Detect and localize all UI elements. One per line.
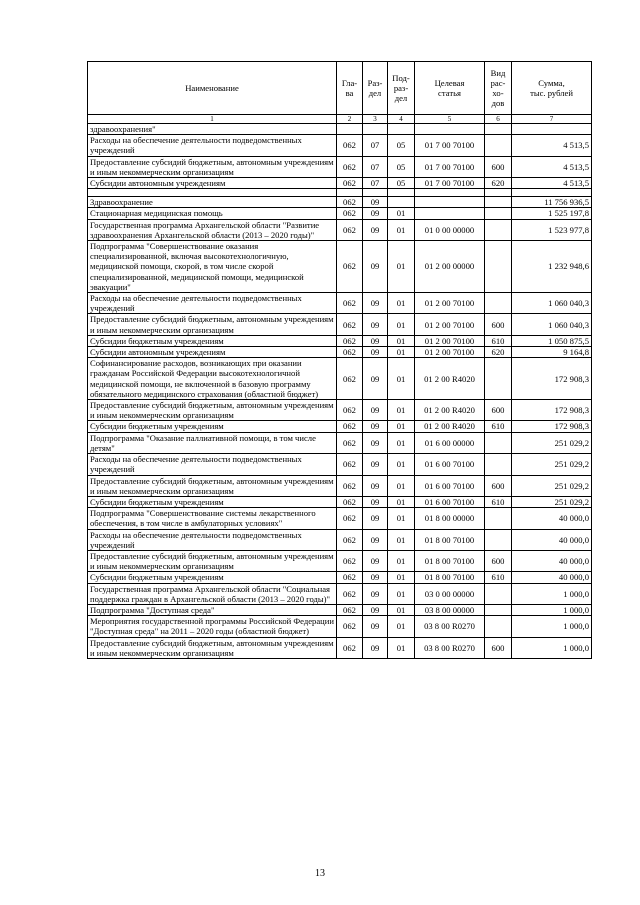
row-expense-type: [485, 432, 512, 453]
empty-cell: [512, 189, 592, 197]
row-expense-type: [485, 616, 512, 637]
row-expense-type: [485, 529, 512, 550]
col-subsection-header: Под- раз- дел: [388, 62, 415, 115]
row-expense-type: [485, 508, 512, 529]
row-name: Подпрограмма "Оказание паллиативной помощи, в том числе детям": [88, 432, 337, 453]
row-chapter: 062: [337, 135, 363, 156]
row-subsection: 01: [388, 347, 415, 358]
row-expense-type: [485, 454, 512, 475]
table-body: [88, 124, 592, 659]
row-sum: 251 029,2: [512, 454, 592, 475]
row-subsection: 01: [388, 496, 415, 507]
row-target-article: 01 6 00 00000: [415, 432, 485, 453]
row-sum: 40 000,0: [512, 550, 592, 571]
row-section: 09: [363, 496, 388, 507]
row-name: Субсидии бюджетным учреждениям: [88, 335, 337, 346]
row-expense-type: 610: [485, 335, 512, 346]
row-subsection: [388, 124, 415, 135]
row-chapter: 062: [337, 583, 363, 604]
row-section: 07: [363, 178, 388, 189]
row-chapter: 062: [337, 358, 363, 400]
row-section: 09: [363, 293, 388, 314]
row-target-article: 03 0 00 00000: [415, 583, 485, 604]
column-number: 5: [415, 115, 485, 124]
row-sum: 1 060 040,3: [512, 293, 592, 314]
row-target-article: 03 8 00 R0270: [415, 616, 485, 637]
row-sum: 40 000,0: [512, 508, 592, 529]
row-subsection: 01: [388, 475, 415, 496]
table-row: [88, 572, 592, 583]
row-target-article: [415, 124, 485, 135]
row-chapter: 062: [337, 178, 363, 189]
row-subsection: 01: [388, 529, 415, 550]
table-row: [88, 314, 592, 335]
row-target-article: 01 2 00 70100: [415, 335, 485, 346]
row-section: 07: [363, 156, 388, 177]
row-name: Предоставление субсидий бюджетным, автономным учреждениям и иным некоммерческим организациям: [88, 550, 337, 571]
row-subsection: 01: [388, 335, 415, 346]
row-expense-type: 600: [485, 314, 512, 335]
row-chapter: 062: [337, 454, 363, 475]
row-subsection: 01: [388, 293, 415, 314]
empty-cell: [415, 189, 485, 197]
row-chapter: 062: [337, 616, 363, 637]
row-target-article: 01 7 00 70100: [415, 178, 485, 189]
row-expense-type: [485, 124, 512, 135]
row-chapter: 062: [337, 529, 363, 550]
row-section: 07: [363, 135, 388, 156]
row-target-article: 01 2 00 R4020: [415, 358, 485, 400]
column-number-row: [88, 115, 592, 124]
budget-table: [87, 61, 592, 659]
row-sum: 1 060 040,3: [512, 314, 592, 335]
table-row: [88, 529, 592, 550]
row-section: 09: [363, 529, 388, 550]
row-section: 09: [363, 572, 388, 583]
table-row: [88, 508, 592, 529]
table-row: [88, 347, 592, 358]
row-section: 09: [363, 208, 388, 219]
table-row: [88, 400, 592, 421]
row-name: здравоохранения": [88, 124, 337, 135]
row-name: Расходы на обеспечение деятельности подведомственных учреждений: [88, 454, 337, 475]
row-chapter: 062: [337, 219, 363, 240]
table-row: [88, 135, 592, 156]
row-expense-type: 620: [485, 347, 512, 358]
row-name: Субсидии бюджетным учреждениям: [88, 421, 337, 432]
row-chapter: 062: [337, 604, 363, 615]
row-section: 09: [363, 508, 388, 529]
table-row: [88, 178, 592, 189]
row-target-article: [415, 197, 485, 208]
table-row: [88, 219, 592, 240]
row-name: Государственная программа Архангельской области "Развитие здравоохранения Архангельской области (2013 – 2020 годы)": [88, 219, 337, 240]
col-section-header: Раз- дел: [363, 62, 388, 115]
row-subsection: 01: [388, 432, 415, 453]
row-subsection: 01: [388, 208, 415, 219]
col-sum-header: Сумма, тыс. рублей: [512, 62, 592, 115]
row-target-article: 01 8 00 70100: [415, 572, 485, 583]
row-expense-type: [485, 241, 512, 293]
row-name: Расходы на обеспечение деятельности подведомственных учреждений: [88, 529, 337, 550]
row-name: Субсидии бюджетным учреждениям: [88, 496, 337, 507]
table-row: [88, 550, 592, 571]
row-chapter: 062: [337, 208, 363, 219]
col-chapter-header: Гла- ва: [337, 62, 363, 115]
row-sum: 1 050 875,5: [512, 335, 592, 346]
row-target-article: 01 8 00 00000: [415, 508, 485, 529]
table-row: [88, 616, 592, 637]
row-target-article: [415, 208, 485, 219]
row-name: Мероприятия государственной программы Российской Федерации "Доступная среда" на 2011 – 2020 годы (областной бюджет): [88, 616, 337, 637]
row-expense-type: 600: [485, 550, 512, 571]
row-sum: 251 029,2: [512, 496, 592, 507]
row-subsection: 01: [388, 616, 415, 637]
row-section: 09: [363, 550, 388, 571]
row-chapter: [337, 124, 363, 135]
table-row: [88, 208, 592, 219]
row-name: Здравоохранение: [88, 197, 337, 208]
row-section: 09: [363, 604, 388, 615]
row-target-article: 01 7 00 70100: [415, 135, 485, 156]
row-target-article: 01 2 00 00000: [415, 241, 485, 293]
row-target-article: 01 6 00 70100: [415, 454, 485, 475]
row-name: Субсидии бюджетным учреждениям: [88, 572, 337, 583]
row-sum: 172 908,3: [512, 358, 592, 400]
row-expense-type: [485, 583, 512, 604]
row-section: 09: [363, 475, 388, 496]
page-number: 13: [315, 868, 325, 879]
row-chapter: 062: [337, 637, 363, 658]
row-section: 09: [363, 421, 388, 432]
row-chapter: 062: [337, 475, 363, 496]
row-expense-type: 610: [485, 421, 512, 432]
row-expense-type: 610: [485, 496, 512, 507]
empty-cell: [485, 189, 512, 197]
column-number: 3: [363, 115, 388, 124]
row-expense-type: [485, 208, 512, 219]
table-row: [88, 475, 592, 496]
row-target-article: 03 8 00 R0270: [415, 637, 485, 658]
table-row: [88, 637, 592, 658]
row-target-article: 01 8 00 70100: [415, 550, 485, 571]
row-sum: 172 908,3: [512, 421, 592, 432]
table-row: [88, 358, 592, 400]
row-section: 09: [363, 314, 388, 335]
row-target-article: 01 8 00 70100: [415, 529, 485, 550]
row-chapter: 062: [337, 293, 363, 314]
row-sum: 251 029,2: [512, 432, 592, 453]
row-expense-type: [485, 358, 512, 400]
row-expense-type: 620: [485, 178, 512, 189]
empty-cell: [388, 189, 415, 197]
row-expense-type: 600: [485, 156, 512, 177]
table-row: [88, 583, 592, 604]
row-subsection: 05: [388, 156, 415, 177]
row-target-article: 01 2 00 R4020: [415, 400, 485, 421]
row-name: Подпрограмма "Совершенствование оказания специализированной, включая высокотехнологичную, медицинской помощи, скорой, в том числе скорой специализированной, медицинской помощи, медицинской эвакуации": [88, 241, 337, 293]
column-number: 7: [512, 115, 592, 124]
row-section: [363, 124, 388, 135]
table-row: [88, 432, 592, 453]
row-subsection: 01: [388, 400, 415, 421]
row-expense-type: [485, 135, 512, 156]
row-sum: 1 525 197,8: [512, 208, 592, 219]
row-section: 09: [363, 400, 388, 421]
row-section: 09: [363, 241, 388, 293]
row-name: Субсидии автономным учреждениям: [88, 178, 337, 189]
row-sum: 4 513,5: [512, 156, 592, 177]
row-name: Софинансирование расходов, возникающих при оказании гражданам Российской Федерации высокотехнологичной медицинской помощи, не включенной в базовую программу обязательного медицинского страхования (областной бюджет): [88, 358, 337, 400]
row-chapter: 062: [337, 432, 363, 453]
row-chapter: 062: [337, 314, 363, 335]
col-name-header: Наименование: [88, 62, 337, 115]
row-sum: 1 000,0: [512, 637, 592, 658]
row-subsection: 01: [388, 314, 415, 335]
row-sum: [512, 124, 592, 135]
table-row: [88, 604, 592, 615]
row-chapter: 062: [337, 347, 363, 358]
row-subsection: 01: [388, 241, 415, 293]
row-chapter: 062: [337, 421, 363, 432]
row-section: 09: [363, 219, 388, 240]
row-section: 09: [363, 335, 388, 346]
row-section: 09: [363, 454, 388, 475]
row-name: Государственная программа Архангельской области "Социальная поддержка граждан в Архангельской области (2013 – 2020 годы)": [88, 583, 337, 604]
row-subsection: 01: [388, 572, 415, 583]
row-name: Расходы на обеспечение деятельности подведомственных учреждений: [88, 293, 337, 314]
row-chapter: 062: [337, 335, 363, 346]
row-name: Предоставление субсидий бюджетным, автономным учреждениям и иным некоммерческим организациям: [88, 475, 337, 496]
row-name: Подпрограмма "Совершенствование системы лекарственного обеспечения, в том числе в амбулаторных условиях": [88, 508, 337, 529]
row-subsection: 01: [388, 219, 415, 240]
row-subsection: 01: [388, 583, 415, 604]
empty-cell: [88, 189, 337, 197]
row-target-article: 01 0 00 00000: [415, 219, 485, 240]
row-chapter: 062: [337, 241, 363, 293]
row-name: Субсидии автономным учреждениям: [88, 347, 337, 358]
row-expense-type: 610: [485, 572, 512, 583]
row-subsection: 01: [388, 604, 415, 615]
column-number: 1: [88, 115, 337, 124]
row-chapter: 062: [337, 156, 363, 177]
table-row: [88, 496, 592, 507]
row-sum: 40 000,0: [512, 529, 592, 550]
row-subsection: 01: [388, 454, 415, 475]
row-target-article: 03 8 00 00000: [415, 604, 485, 615]
row-target-article: 01 7 00 70100: [415, 156, 485, 177]
row-sum: 1 523 977,8: [512, 219, 592, 240]
row-expense-type: [485, 293, 512, 314]
header-row: [88, 62, 592, 115]
row-name: Подпрограмма "Доступная среда": [88, 604, 337, 615]
row-name: Предоставление субсидий бюджетным, автономным учреждениям и иным некоммерческим организациям: [88, 637, 337, 658]
row-subsection: 05: [388, 135, 415, 156]
table-row: [88, 197, 592, 208]
row-sum: 1 000,0: [512, 583, 592, 604]
row-expense-type: 600: [485, 400, 512, 421]
column-number: 2: [337, 115, 363, 124]
row-subsection: 01: [388, 358, 415, 400]
row-chapter: 062: [337, 496, 363, 507]
row-subsection: 05: [388, 178, 415, 189]
row-target-article: 01 2 00 70100: [415, 314, 485, 335]
row-section: 09: [363, 197, 388, 208]
row-subsection: [388, 197, 415, 208]
row-subsection: 01: [388, 637, 415, 658]
row-name: Предоставление субсидий бюджетным, автономным учреждениям и иным некоммерческим организациям: [88, 314, 337, 335]
row-sum: 11 756 936,5: [512, 197, 592, 208]
row-chapter: 062: [337, 197, 363, 208]
table-row: [88, 156, 592, 177]
table-row: [88, 124, 592, 135]
row-sum: 9 164,8: [512, 347, 592, 358]
row-section: 09: [363, 432, 388, 453]
row-sum: 1 000,0: [512, 604, 592, 615]
table-row: [88, 293, 592, 314]
row-name: Предоставление субсидий бюджетным, автономным учреждениям и иным некоммерческим организациям: [88, 156, 337, 177]
row-target-article: 01 2 00 70100: [415, 347, 485, 358]
row-section: 09: [363, 347, 388, 358]
row-name: Стационарная медицинская помощь: [88, 208, 337, 219]
row-section: 09: [363, 637, 388, 658]
row-expense-type: [485, 604, 512, 615]
col-target-header: Целевая статья: [415, 62, 485, 115]
table-row: [88, 241, 592, 293]
table-row: [88, 454, 592, 475]
row-name: Расходы на обеспечение деятельности подведомственных учреждений: [88, 135, 337, 156]
row-sum: 40 000,0: [512, 572, 592, 583]
row-target-article: 01 6 00 70100: [415, 475, 485, 496]
row-section: 09: [363, 616, 388, 637]
row-target-article: 01 2 00 R4020: [415, 421, 485, 432]
row-sum: 172 908,3: [512, 400, 592, 421]
table-row: [88, 335, 592, 346]
empty-cell: [337, 189, 363, 197]
spacer-row: [88, 189, 592, 197]
table-row: [88, 421, 592, 432]
row-expense-type: 600: [485, 475, 512, 496]
row-subsection: 01: [388, 508, 415, 529]
row-chapter: 062: [337, 508, 363, 529]
column-number: 6: [485, 115, 512, 124]
row-target-article: 01 2 00 70100: [415, 293, 485, 314]
row-sum: 251 029,2: [512, 475, 592, 496]
row-section: 09: [363, 583, 388, 604]
row-expense-type: [485, 197, 512, 208]
row-chapter: 062: [337, 400, 363, 421]
col-expense-type-header: Вид рас- хо- дов: [485, 62, 512, 115]
row-sum: 1 232 948,6: [512, 241, 592, 293]
empty-cell: [363, 189, 388, 197]
row-target-article: 01 6 00 70100: [415, 496, 485, 507]
row-chapter: 062: [337, 572, 363, 583]
row-section: 09: [363, 358, 388, 400]
row-sum: 1 000,0: [512, 616, 592, 637]
row-expense-type: 600: [485, 637, 512, 658]
row-name: Предоставление субсидий бюджетным, автономным учреждениям и иным некоммерческим организациям: [88, 400, 337, 421]
row-chapter: 062: [337, 550, 363, 571]
row-expense-type: [485, 219, 512, 240]
row-subsection: 01: [388, 550, 415, 571]
row-sum: 4 513,5: [512, 135, 592, 156]
row-subsection: 01: [388, 421, 415, 432]
column-number: 4: [388, 115, 415, 124]
row-sum: 4 513,5: [512, 178, 592, 189]
